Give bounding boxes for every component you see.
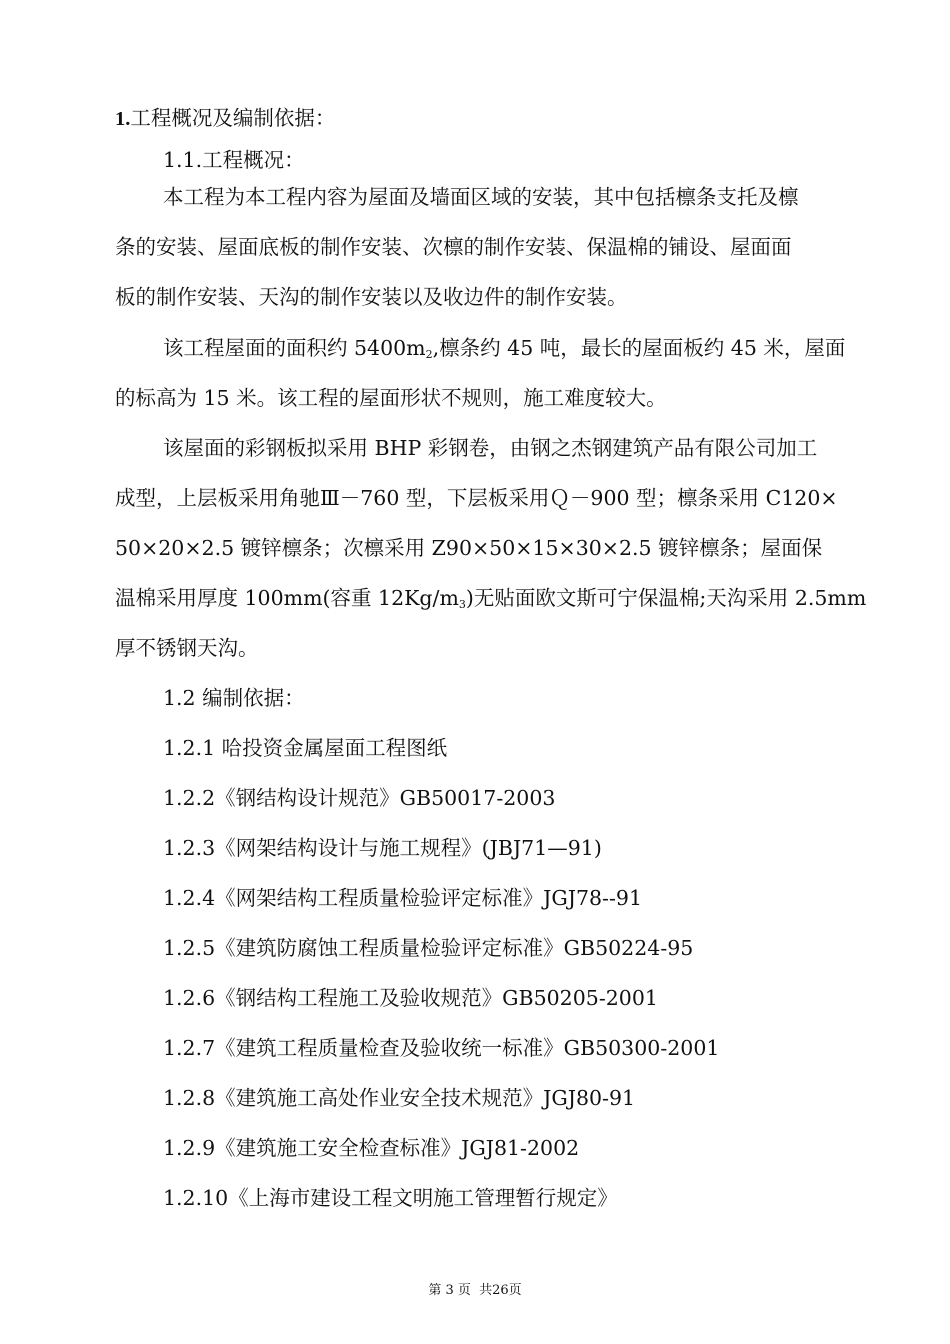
paragraph-line: 本工程为本工程内容为屋面及墙面区域的安装，其中包括檩条支托及檩 — [163, 185, 799, 209]
basis-item: 1.2.3《网架结构设计与施工规程》(JBJ71—91) — [163, 836, 602, 860]
paragraph-line — [163, 334, 845, 369]
superscript: 3 — [458, 598, 466, 611]
subsection-heading: 1.1.工程概况： — [163, 148, 305, 172]
basis-heading: 1.2 编制依据： — [163, 686, 305, 710]
paragraph-line — [115, 584, 866, 619]
basis-item: 1.2.6《钢结构工程施工及验收规范》GB50205-2001 — [163, 986, 658, 1010]
paragraph-text: ,檩条约 45 吨，最长的屋面板约 45 米，屋面 — [432, 336, 846, 360]
section-heading-text: 工程概况及编制依据： — [130, 106, 336, 130]
paragraph-line: 厚不锈钢天沟。 — [115, 636, 259, 660]
paragraph-line: 50×20×2.5 镀锌檩条；次檩采用 Z90×50×15×30×2.5 镀锌檩条；屋面保 — [115, 536, 823, 560]
basis-item: 1.2.2《钢结构设计规范》GB50017-2003 — [163, 786, 556, 810]
basis-item: 1.2.5《建筑防腐蚀工程质量检验评定标准》GB50224-95 — [163, 936, 694, 960]
section-heading-number: 1. — [115, 108, 131, 130]
basis-item: 1.2.9《建筑施工安全检查标准》JGJ81-2002 — [163, 1136, 580, 1160]
paragraph-text: 温棉采用厚度 100mm(容重 12Kg/m — [115, 586, 459, 610]
section-heading — [115, 104, 335, 133]
superscript: 2 — [425, 348, 433, 361]
paragraph-line: 成型，上层板采用角驰Ⅲ－760 型，下层板采用Ｑ－900 型；檩条采用 C120× — [115, 486, 838, 510]
paragraph-line: 的标高为 15 米。该工程的屋面形状不规则，施工难度较大。 — [115, 386, 667, 410]
basis-item: 1.2.10《上海市建设工程文明施工管理暂行规定》 — [163, 1186, 618, 1210]
page-footer: 第 3 页 共26页 — [428, 1283, 522, 1298]
basis-item: 1.2.7《建筑工程质量检查及验收统一标准》GB50300-2001 — [163, 1036, 720, 1060]
paragraph-line: 板的制作安装、天沟的制作安装以及收边件的制作安装。 — [115, 285, 628, 309]
paragraph-line: 条的安装、屋面底板的制作安装、次檩的制作安装、保温棉的铺设、屋面面 — [115, 235, 792, 259]
basis-item: 1.2.4《网架结构工程质量检验评定标准》JGJ78--91 — [163, 886, 642, 910]
paragraph-text: )无贴面欧文斯可宁保温棉;天沟采用 2.5mm — [465, 586, 867, 610]
paragraph-line: 该屋面的彩钢板拟采用 BHP 彩钢卷，由钢之杰钢建筑产品有限公司加工 — [163, 436, 818, 460]
basis-item: 1.2.8《建筑施工高处作业安全技术规范》JGJ80-91 — [163, 1086, 636, 1110]
basis-item: 1.2.1 哈投资金属屋面工程图纸 — [163, 736, 448, 760]
paragraph-text: 该工程屋面的面积约 5400m — [163, 336, 426, 360]
